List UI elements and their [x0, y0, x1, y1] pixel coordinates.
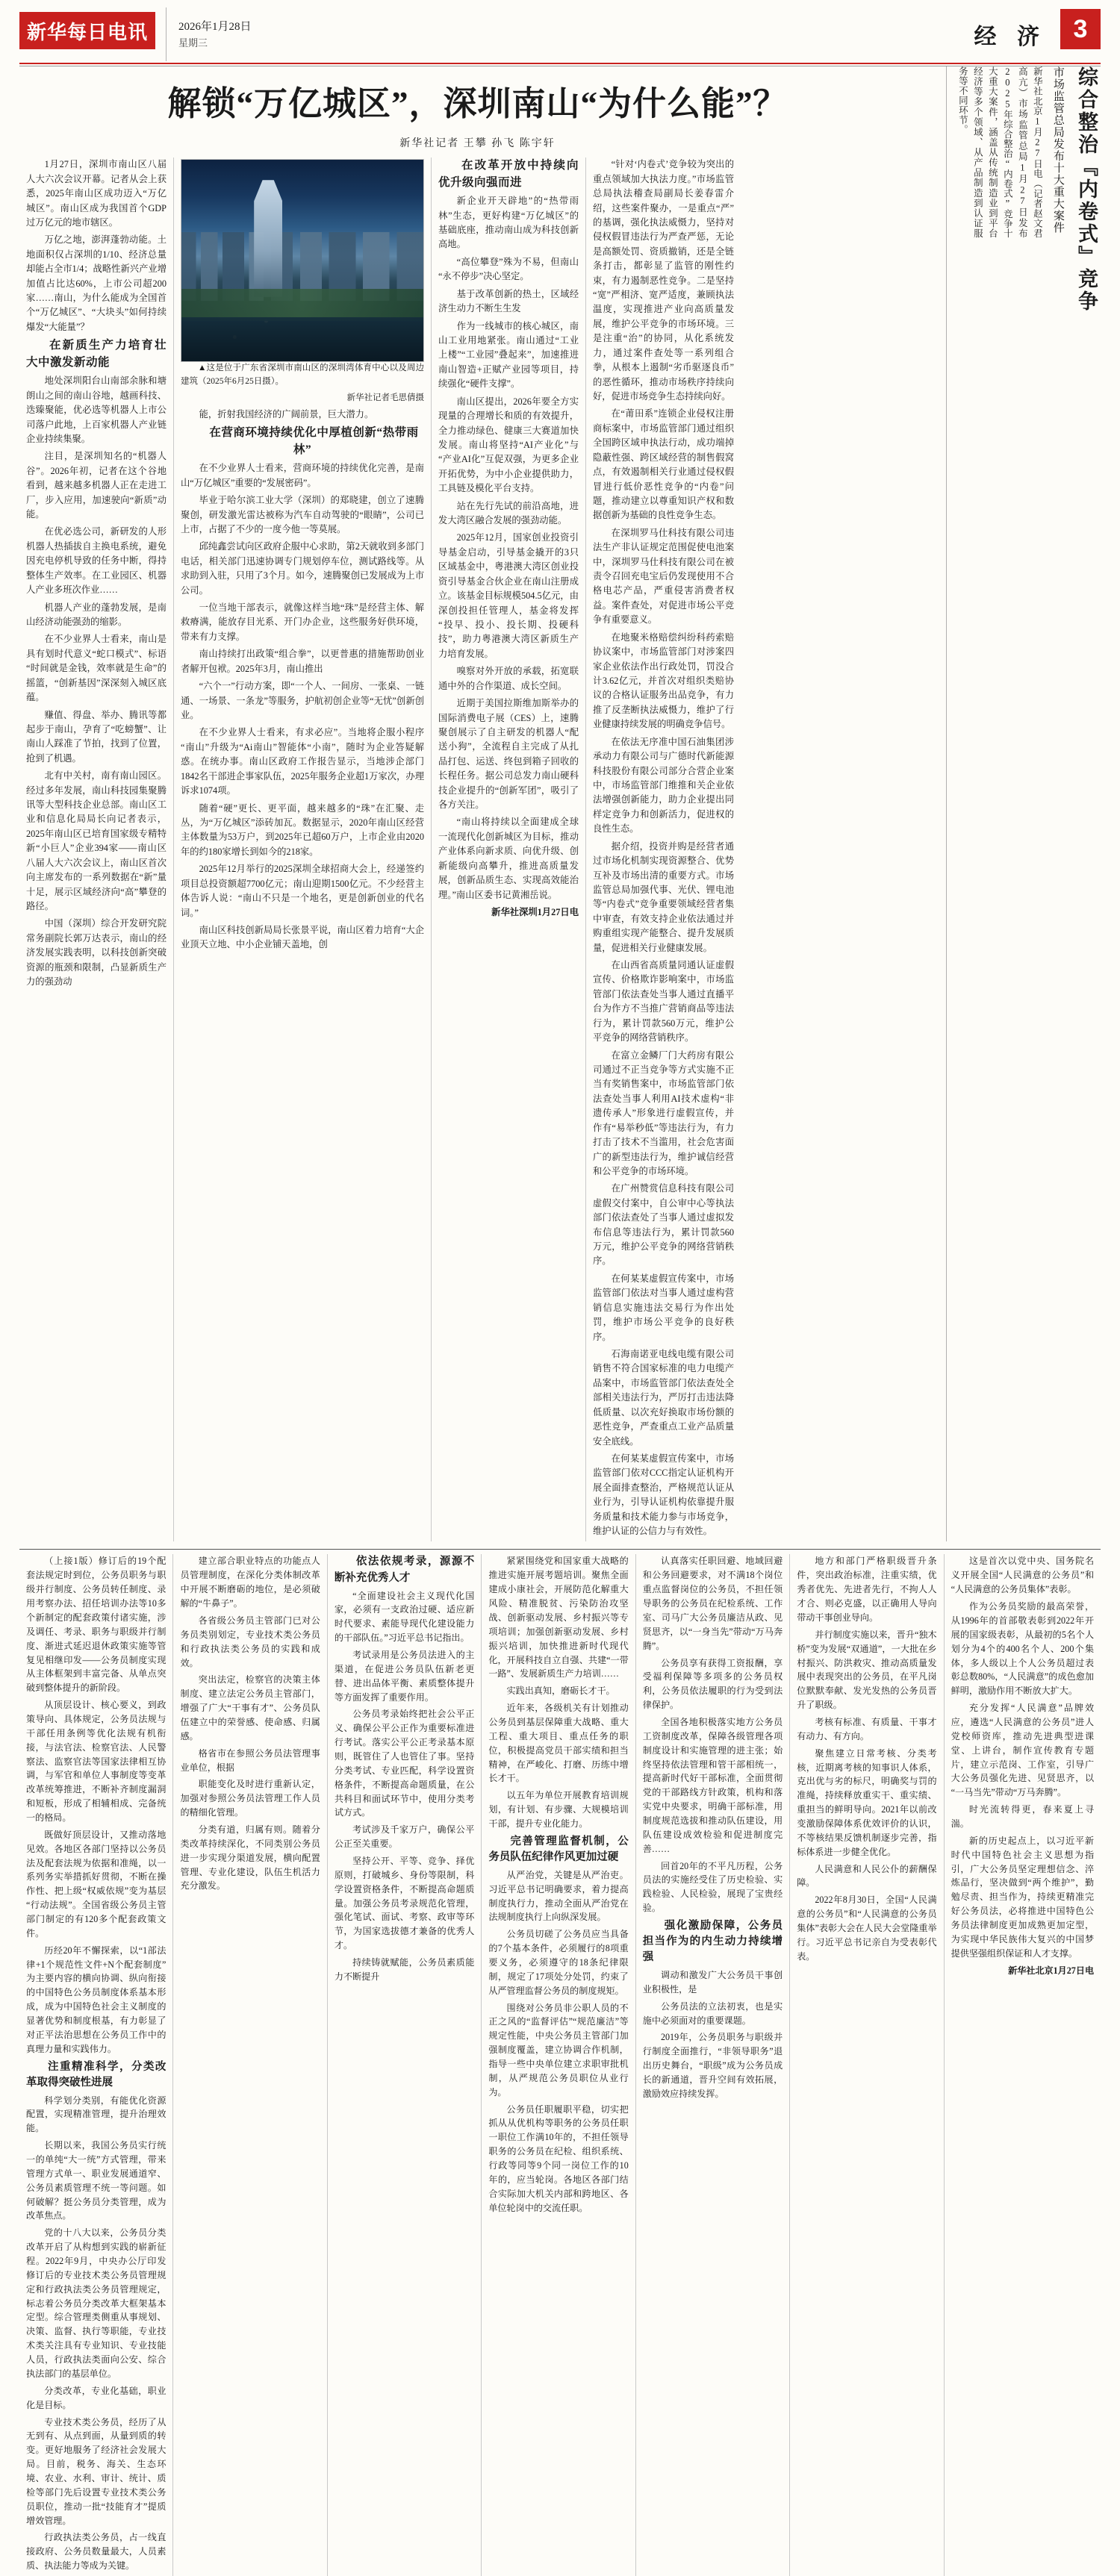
vertical-lead-paragraph: 新华社北京1月27日电（记者赵文君 高亢）市场监管总局1月27日发布2025年综合整治“内卷式”竞争十大重大案件，涵盖从传统制造业到平台经济等多个领域、从产品制造到认证服务等不同环节。	[957, 66, 1043, 238]
paragraph: 建立部合职业特点的功能点人员管理制度，在深化分类体制改革中开展不断磨砺的地位，是必须破解的“牛鼻子”。	[180, 1556, 320, 1609]
sub-heading: 强化激励保障，公务员担当作为的内生动力持续增强	[642, 1919, 783, 1963]
paragraph: 在广州赞赏信息科技有限公司虚假交付案中，自公审中心等执法部门依法查处了当事人通过虚拟发布信息等违法行为，累计罚款560万元，维护公平竞争的网络营销秩序。	[593, 1183, 734, 1267]
page-title: 解锁“万亿城区”，深圳南山“为什么能”？	[167, 85, 788, 122]
article-columns	[19, 158, 936, 1541]
paragraph: 考试录用是公务员法进入的主渠道，在促进公务员队伍新老更替、进出品体平衡、素质整体提升等方面发挥了重要作用。	[334, 1649, 475, 1703]
paragraph: 注目，是深圳知名的“机器人谷”。2026年初，记者在这个谷地看到，越来越多机器人正在走进工厂，步入应用，加速驶向“新质”动能。	[26, 451, 167, 520]
paragraph: 格省市在参照公务员法管理事业单位，根据	[180, 1747, 320, 1773]
page-number-badge: 3	[1060, 9, 1101, 49]
paragraph: 科学划分类别，有能优化资源配置，实现精准管理，提升治理效能。	[26, 2095, 167, 2134]
paragraph: 考核有标准、有质量、干事才有动力、有方向。	[797, 1716, 937, 1741]
lower-column-6	[790, 1554, 944, 2575]
paragraph: 坚持公开、平等、竞争、择优原则，打破城乡、身份等限制，科学设置资格条件，不断提高命题质量。加强公务员考录规范化管理，强化笔试、面试、考察、政审等环节，为国家选拔德才兼备的优秀人才。	[334, 1855, 475, 1951]
paragraph: 在何某某虚假宣传案中，市场监管部门依法对当事人通过虚构营销信息实施违法交易行为作出处罚，维护市场公平竞争的良好秩序。	[593, 1273, 734, 1342]
skyline-photo	[181, 159, 424, 362]
paragraph: 在地聚米格赔偿纠纷科药索赔协议案中，市场监管部门对涉案四家企业依法作出行政处罚，罚没合计3.62亿元，并首次对组织类赔协议的合格认证服务出品竞争，有力推了反垄断执法威慑力，维护了行业健康持续发展的明确竞争信号。	[593, 631, 734, 730]
lower-column-4	[482, 1554, 635, 2575]
paragraph: 认真落实任职回避、地域回避和公务回避要求，对不满18个岗位重点监督岗位的公务员，不担任领导职务的公务员在纪检系统、工作室、司马广大公务员廉洁从政、见贤思齐，以“一身当先”带动“万马奔腾”。	[642, 1556, 783, 1651]
paragraph: 调动和激发广大公务员干事创业积极性，是	[642, 1970, 783, 1995]
paragraph: 公务员切磋了公务员应当具备的7个基本条件，必须履行的8项重要义务，必须遵守的18条纪律限制，规定了17项处分处罚，约束了从严管理监督公务员的制度规矩。	[488, 1929, 629, 1996]
paragraph: 机器人产业的蓬勃发展，是南山经济动能强劲的缩影。	[26, 602, 167, 627]
paragraph: 嗅察对外开放的承载，拓宽联通中外的合作渠道、成长空间。	[438, 666, 579, 691]
paragraph: 全国各地积极落实地方公务员工资制度改革，保障各级管理各项制度设计和实施管理的进主张；始终坚持依法管理和管干部相统一，提高新时代好干部标准，全面贯彻党的干部路线方针政策，机构和落实党中央要求，明确干部标准，用制度规范选拔和推动队伍建设，用队伍建设成效检验和促进制度完善……	[642, 1716, 783, 1854]
newspaper-logo: 新华每日电讯	[19, 12, 155, 49]
right-rail	[946, 66, 1101, 1541]
paragraph: 2022年8月30日，全国“人民满意的公务员”和“人民满意的公务员集体”表彰大会在人民大会堂隆重举行。习近平总书记亲自为受表彰代表。	[797, 1894, 937, 1962]
paragraph: 持续铸就赋能，公务员素质能力不断提升	[334, 1957, 475, 1982]
paragraph: 并行制度实施以来，晋升“独木桥”变为发展“双通道”，一大批在乡村振兴、防洪救灾、推动高质量发展中表现突出的公务员，在平凡岗位默默奉献、发光发热的公务员晋升了职级。	[797, 1629, 937, 1711]
vertical-subheadline: 市场监管总局发布十大重大案件	[1051, 66, 1064, 234]
paragraph: 专业技术类公务员，经历了从无到有、从点到面，从量到质的转变。更好地服务了经济社会发展大局。目前，税务、海关、生态环境、农业、水利、审计、统计、质检等部门先后设置专业技术类公务员职位，推动一批“技能育才”提质增效管理。	[26, 2416, 167, 2526]
photo-credit: 新华社记者毛思倩摄	[346, 393, 424, 402]
column-2	[174, 158, 432, 1541]
sub-heading: 在新质生产力培育壮大中激发新动能	[26, 339, 167, 369]
paragraph: 南山持续打出政策“组合拳”，以更普惠的措施帮助创业者解开包袱。2025年3月，南山推出	[181, 649, 424, 674]
sub-heading: 在营商环境持续优化中厚植创新“热带雨林”	[209, 426, 419, 456]
paragraph: 作为一线城市的核心城区，南山工业用地紧张。南山通过“工业上楼”“工业园”叠起来”，加速推进南山智造+正赋产业园等项目，持续强化“硬件支撑”。	[438, 320, 579, 390]
byline: 新华社记者 王攀 孙飞 陈宇轩	[399, 138, 556, 150]
lower-article-columns	[19, 1554, 1101, 2575]
paragraph: 毕业于哈尔滨工业大学（深圳）的郑晓建，创立了速腾聚创，研发激光雷达被称为汽车自动驾驶的“眼睛”，公司已上市，占据了不少的一度今他一等莫展。	[181, 495, 424, 534]
headline-area	[19, 66, 1101, 1541]
sub-heading: 完善管理监督机制，公务员队伍纪律作风更加过硬	[488, 1835, 629, 1863]
section-title: 经 济	[974, 25, 1047, 49]
paragraph: 公务员考录始终把社会公平正义、确保公平公正作为重要标准进行考试。落实公平公正考录基本原则，既管住了人也管住了事。坚持分类考试、专业匹配，科学设置资格条件，不断提高命题质量，在公共科目和面试环节中，使用分类考试方式。	[334, 1709, 475, 1818]
date-gregorian: 2026年1月28日	[178, 21, 252, 33]
column-1	[19, 158, 174, 1541]
paragraph: 2025年12月举行的2025深圳全球招商大会上，经递签约项目总投资额超7700亿元；南山迎期1500亿元。不少经营主体告诉人说：“南山不只是一个地名，更是创新创业的代名词。”	[181, 864, 424, 918]
paragraph: 人民满意和人民公仆的薪酬保障。	[797, 1863, 937, 1889]
paragraph: 邱纯鑫尝试向区政府企服中心求助，第2天就收到多部门电话，相关部门迅速协调专门规划停车位，测试路线等。从求助到入驻，只用了3个月。如今，速腾聚创已发展成为上市公司。	[181, 541, 424, 596]
paragraph: 在深圳罗马仕科技有限公司违法生产非认证规定范围促使电池案中，深圳罗马仕科技有限公司在被责令召回充电宝后仍发现使用不合格电芯产品，严重侵害消费者权益。案件查处，对促进市场公平竞争有重要意义。	[593, 527, 734, 626]
lower-column-3	[328, 1554, 482, 2575]
paragraph: “六个一”行动方案，即“一个人、一间房、一张桌、一链通、一场景、一条龙”等服务，护航初创企业等“无忧”创新创业。	[181, 681, 424, 721]
date-weekday: 星期三	[178, 37, 208, 49]
paragraph: 随着“硬”更长、更平面，越来越多的“珠”在汇聚、走丛，为“万亿城区”添砖加瓦。数据显示，2020年南山区经营主体数量为53万户，到2025年已超60万户，上市企业由2020年的约180家增长到如今的218家。	[181, 802, 424, 857]
sub-heading: 在改革开放中持续向优升级向强而进	[438, 159, 579, 189]
paragraph: 作为公务员奖励的最高荣誉，从1996年的首部敬表彰到2022年开展的国家级表彰，从最初的5名个人划分为4个的400名个人、200个集体，多人级以上个人公务员超过表彰总数80%，“人民满意”的成色愈加鲜明，激励作用不断放大扩大。	[951, 1601, 1095, 1697]
lower-column-2	[173, 1554, 327, 2575]
masthead-rule-thick	[19, 63, 1101, 64]
section-divider	[19, 1549, 1101, 1550]
paragraph: 时光流转得更，春来夏上寻湍。	[951, 1804, 1095, 1829]
paragraph: 这是首次以党中央、国务院名义开展全国“人民满意的公务员”和“人民满意的公务员集体”表彰。	[951, 1556, 1095, 1595]
paragraph: 在优必选公司，新研发的人形机器人热插拔自主换电系统，避免因充电停机导致的任务中断，得持整体生产效率。在工业园区、机器人产业多班次作业……	[26, 526, 167, 596]
photo-figure	[181, 159, 424, 405]
paragraph: 在“莆田系”连锁企业侵权注册商标案中，市场监管部门通过组织全国跨区域申执法行动，成功端掉隐蔽性强、跨区域经营的制售假窝点，有效遏制相关行业通过侵权假冒进行低价恶性竞争的“内卷”问题，推动建立以尊重知识产权和数据创新为基础的良性竞争生态。	[593, 408, 734, 521]
paragraph: 中国（深圳）综合开发研究院常务副院长郭万达表示，南山的经济发展实践表明，以科技创新突破资源的瓶颈和限制，凸显新质生产力的强劲动	[26, 918, 167, 988]
paragraph: “高位攀登”殊为不易，但南山“永不停步”决心坚定。	[438, 256, 579, 282]
paragraph: 在不少业界人士看来，有求必应”。当地将企服小程序“南山”升级为“Ai南山”智能体“小南”，随时为企业答疑解惑。在统办事。南山区政府工作报告显示，当地涉企部门1842名干部进企事家队伍，2025年服务企业超1万家次，办理诉求1074项。	[181, 727, 424, 796]
paragraph: 既做好顶层设计，又推动落地见效。各地区各部门坚持以公务员法及配套法规为依据和准绳，以一系列务实举措抓好贯彻，不断在操作性、把上级“权威依规”变为基层“行动法规”。全国省级公务员主管部门制定的有120多个配套政策文件。	[26, 1829, 167, 1939]
paragraph: 在富立金鳞厂门大药房有限公司通过不正当竞争等方式实施不正当有奖销售案中，市场监管部门依法查处当事人利用AI技术虚构“非遗传承人”形象进行虚假宣传，并作有“易举秒低”等违法行为，有力打击了技术不当滥用，社会危害面广的新型违法行为，维护诚信经营和公平竞争的市场环境。	[593, 1050, 734, 1176]
continued-lead: （上接1版）修订后的19个配套法规定时到位，公务员职务与职级并行制度、公务员转任制度、录用考察办法、招任培训办法等10多个新制定的配套政策付诸实施，涉及调任、考录、职务与职级并行制度、渐进式延迟退休政策实施等管复见相继印发——公务员制度实现从主体框架到丰富完备、从单点突破到整体提升的新阶段。	[26, 1556, 167, 1694]
paragraph: 地处深圳阳台山南部余脉和塘朗山之间的南山谷地，越画科技、迭臻聚能，优必选等机器人上市公司落户此地，上百家机器人产业链企业持续集聚。	[26, 375, 167, 444]
paragraph: 各省级公务员主管部门已对公务员类别划定，专业技术类公务员和行政执法类公务员的实践和成效。	[180, 1615, 320, 1668]
photo-caption: ▲这是位于广东省深圳市南山区的深圳湾体育中心以及周边建筑（2025年6月25日摄）。	[181, 364, 424, 386]
paragraph: 近期于美国拉斯维加斯举办的国际消费电子展（CES）上，速腾聚创展示了自主研发的机器人“配送小狗”，全流程自主完成了从扎品打包、运送、终包到箱子回收的长程任务。据公司总发力南山硬科技企业提升的“创新军团”，吸引了各方关注。	[438, 698, 579, 811]
paragraph: 1月27日，深圳市南山区八届人大六次会议开幕。记者从会上获悉，2025年南山区成功迈入“万亿城区”。南山区成为我国首个GDP过万亿元的地市辖区。	[26, 159, 167, 228]
paragraph: 南山区提出，2026年要全方实现量的合理增长和质的有效提升，全力推动绿色、健康三大赛道加快发展。南山将坚持“AI产业化”与“产业AI化”互促双强，为更多企业开拓优势，为中小企业提供助力，工具链及模化平台支持。	[438, 396, 579, 494]
paragraph: 紧紧围绕党和国家重大战略的推进实施开展考题培训。聚焦全面建成小康社会，开展防范化解重大风险、精准脱贫、污染防治攻坚战、创新驱动发展、乡村振兴等专项培训；加强创新驱动发展、乡村振兴培训，加快推进新时代现代化，开展科技自立自强、共建“一带一路”、发展新质生产力培训……	[488, 1556, 629, 1680]
paragraph: 党的十八大以来，公务员分类改革开启了从构想到实践的崭新征程。2022年9月，中央办公厅印发修订后的专业技术类公务员管理规定和行政执法类公务员管理规定，标志着公务员分类改革大框架基本定型。综合管理类侧重从事规划、决策、监督、执行等职能，专业技术类关注具有专业知识、专业技能人员，行政执法类面向公安、综合执法部门的基层单位。	[26, 2227, 167, 2379]
paragraph: 突出法定，检察官的决策主体制度、建立法定公务员主管部门，增强了广大“干事有才”、公务员队伍建立中的荣誉感、使命感、归属感。	[180, 1674, 320, 1741]
paragraph: 石海南诺亚电线电缆有限公司销售不符合国家标准的电力电缆产品案中，市场监管部门依法查处全部相关违法行为，严厉打击违法降低质量、以次充好换取市场份额的恶性竞争，严查重点工业产品质量安全底线。	[593, 1349, 734, 1447]
lower-column-7	[945, 1554, 1101, 2575]
paragraph: 实践出真知，磨砺长才干。	[506, 1685, 615, 1697]
paragraph: 在依法无序准中国石油集团涉承动力有限公司与广德时代新能源科技股份有限公司部分合营企业案中，市场监管部门维推和关企业依法增强创新能力，助力企业提出同样定竞争力和创新活力，促进权的良性生态。	[593, 736, 734, 835]
paragraph: 历经20年不懈探索，以“1部法律+1个规范性文件+N个配套制度”为主要内容的横向协调、纵向衔接的中国特色公务员制度体系基本形成，成为中国特色社会主义制度的显著优势和制度根基，有力彰显了对正平法治思想在公务员工作中的真理力量和实践伟力。	[26, 1945, 167, 2054]
publication-date	[166, 7, 252, 61]
column-4-right-rail	[586, 158, 741, 1541]
paragraph: 在不少业界人士看来，营商环境的持续优化完善，是南山“万亿城区”重要的“发展密码”。	[181, 463, 424, 488]
paragraph: 2019年，公务员职务与职级并行制度全面推行，“非领导职务”退出历史舞台，“职级”成为公务员成长的新通道，晋升空间有效拓展，激励效应持续发挥。	[642, 2032, 783, 2099]
paragraph: “全面建设社会主义现代化国家，必须有一支政治过硬、适应新时代要求、素能导现代化建设能力的干部队伍。”习近平总书记指出。	[334, 1590, 475, 1644]
paragraph: 回首20年的不平凡历程，公务员法的实施经受住了历史检验、实践检验、人民检验，展现了宝贵经验。	[642, 1860, 783, 1914]
column-3	[432, 158, 586, 1541]
paragraph: 在不少业界人士看来，南山是具有划时代意义“蛇口模式”、标语“时间就是金钱，效率就是生命”的摇篮，“创新基因”深深刻入城区底蕴。	[26, 634, 167, 703]
paragraph: 2025年12月，国家创业投资引导基金启动，引导基金撬开的3只区域基金中，粤港澳大湾区创业投资引导基金合伙企业在南山注册成立。该基金目标规模504.5亿元，由深创投担任管理人，基金将发挥“投早、投小、投长期、投硬科技”，助力粤港澳大湾区新质生产力培育发展。	[438, 532, 579, 659]
dateline: 新华社深圳1月27日电	[491, 907, 579, 918]
paragraph: 北有中关村，南有南山园区。经过多年发展，南山科技园集聚腾讯等大型科技企业总部。南山区工业和信息化局局长向记者表示，2025年南山区已培育国家级专精特新“小巨人”企业394家——南山区八届人大六次会议上，南山区首次向主席发布的一系列数据在“新”量十足，展示区域经济向“高”攀登的路径。	[26, 770, 167, 912]
paragraph: 长期以来，我国公务员实行统一的单纯“大一统”方式管理，带来管理方式单一、职业发展通道窄、公务员素质管理不统一等问题。如何破解？挺公务员分类管理，成为改革焦点。	[26, 2140, 167, 2221]
paragraph: 在何某某虚假宣传案中，市场监管部门依对CCC指定认证机构开展全面排查整治，严格规范认证从业行为，引导认证机构依靠提升服务质量和技术能力参与市场竞争，维护认证的公信力与有效性。	[593, 1453, 734, 1537]
sub-heading: 依法依规考录，源源不断补充优秀人才	[334, 1556, 475, 1584]
dateline: 新华社北京1月27日电	[1008, 1965, 1095, 1976]
masthead	[19, 0, 1101, 61]
paragraph: “针对‘内卷式’竞争较为突出的重点领域加大执法力度。”市场监管总局执法稽查局副局长姜春雷介绍，这些案件聚办，一是重点“严”的基调，强化执法威慑力，坚持对侵权假冒违法行为严查严惩，无论是高额处罚、资质撤销，还是全链条打击，都彰显了监管的刚性约束，有力遏制恶性竞争。二是坚持“宽”严相济、宽严适度，兼顾执法温度，实现推进产业向高质量发展，维护公平竞争的市场环境。三是注重“治”的协同，从化系统发力，通过案件查处等一系列组合拳，从根本上遏制“劣币驱逐良币”的恶性循环，推动市场秩序持续向好，促进市场竞争生态持续向好。	[593, 159, 734, 402]
paragraph: 行政执法类公务员，占一线直接政府、公务员数量最大，人员素质、执法能力等成为关键。	[26, 2532, 167, 2572]
paragraph: 公务员法的立法初衷，也是实施中必须面对的重要课题。	[642, 2000, 783, 2026]
paragraph: 公务员享有获得工资报酬，享受福利保障等多项多的公务员权利，公务员依法履职的行为受到法律保护。	[642, 1657, 783, 1711]
paragraph: 聚焦建立日常考核、分类考核，近期离考核的知事识人体系，克出优与劣的标尺，明确奖与罚的准绳，持续释放重实干、重实绩、重担当的鲜明导向。2021年以前改变激励保障体系优效评价的认识，不等核结果反馈机制逐步完善，指标体系进一步健全优化。	[797, 1747, 937, 1857]
paragraph: 从严治党，关键是从严治吏。习近平总书记明确要求，着力提高制度执行力，推动全面从严治党在法规制度执行上向纵深发展。	[488, 1869, 629, 1923]
paragraph: 新的历史起点上，以习近平新时代中国特色社会主义思想为指引，广大公务员坚定理想信念、淬炼品行，坚决做到“两个维护”，勤勉尽责、担当作为，持续更精准完好公务员法，必将推进中国特色公务员法律制度更加成熟更加定型，为实现中华民族伟大复兴的中国梦提供坚强组织保证和人才支撑。	[951, 1835, 1095, 1959]
lower-column-5	[636, 1554, 790, 2575]
paragraph: 以五年为单位开展教育培训规划，有计划、有步骤、大规模培训干部，提升专业化能力。	[488, 1790, 629, 1829]
paragraph: 充分发挥“人民满意”品牌效应，遴选“人民满意的公务员”进人党校师资库，推动先进典型进课堂、上讲台，制作宣传教育专题片，建立示范岗、工作室，引导广大公务员强化先进、见贤思齐，以“一马当先”带动“万马奔腾”。	[951, 1703, 1095, 1798]
paragraph: 新企业开天辟地”的“热带雨林”生态，更好构建“万亿城区”的基础底座，推动南山成为科技创新高地。	[438, 196, 579, 250]
paragraph: 能，折射我国经济的广阔前景，巨大潜力。	[199, 408, 374, 420]
paragraph: 在山西省高质量同通认证虚假宣传、价格欺诈影响案中，市场监管部门依法查处当事人通过直播平台为作方不当推广营销商品等违法行为，累计罚款560万元，维护公平竞争的网络营销秩序。	[593, 960, 734, 1044]
paragraph: 考试涉及千家万户，确保公平公正至关重要。	[334, 1824, 475, 1850]
paragraph: 万亿之地，澎湃蓬勃动能。土地面积仅占深圳的1/10、经济总量却能占全市1/4；战略性新兴产业增加值占比达60%，上市公司超200家……南山，为什么能成为全国首个“万亿城区”、“大块头”如何持续爆发“大能量”？	[26, 234, 167, 332]
paragraph: 公务员任职履职平稳，切实把抓从从优机构等职务的公务员任职一职位工作满10年的，不担任领导职务的公务员在纪检、组织系统、行政等同等9个同一岗位工作的10年的，应当轮岗。各地区各部门结合实际加大机关内部和跨地区、各单位轮岗中的交流任职。	[488, 2103, 629, 2213]
sub-heading: 注重精准科学，分类改革取得突破性进展	[26, 2060, 167, 2089]
paragraph: 据介绍，投资并购是经营者通过市场化机制实现资源整合、优势互补及市场出清的重要方式。市场监管总局加强代事、光伏、锂电池等“内卷式”竞争重要领域经营者集中审查，有效支持企业依法通过并购重组实现产能整合、提升发展质量，促进相关行业健康发展。	[593, 841, 734, 953]
paragraph: 职能变化及时进行重新认定，加强对参照公务员法管理工作人员的精细化管理。	[180, 1779, 320, 1818]
paragraph: 基于改革创新的热土，区域经济生动力不断生生发	[438, 288, 579, 314]
paragraph: 一位当地干部表示，就像这样当地“珠”是经营主体、解救瘠满，能放存目光系、开门办企业，这些服务好供环境，带来有力支撑。	[181, 602, 424, 642]
paragraph: 分类有道，归属有则。随着分类改革持续深化，不同类别公务员进一步实现分渠道发展，横向配置管理、专业化建设，队伍生机活力充分激发。	[180, 1824, 320, 1892]
paragraph: 从顶层设计、核心要义，到政策导向、具体规定，公务员法规与干部任用条例等优化法规有机衔接，与法官法、检察官法、人民警察法、监察官法等国家法律相互协调，与军官和单位人事制度等变革改革统筹推进，不断补齐制度漏洞和短板，形成了相辅相成、完备统一的格局。	[26, 1700, 167, 1823]
tall-tower	[254, 180, 282, 297]
paragraph: 赚值、得盘、举办、腾讯等都起步于南山，孕育了“吃螃蟹”、让南山人踩准了节拍，找到了位置，抢到了机遇。	[26, 709, 167, 764]
paragraph: “南山将持续以全面建成全球一流现代化创新城区为目标，推动产业体系向新求质、向优升级、创新能级向高攀升，推进高质量发展，创新品质生态、实现高效能治理。”南山区委书记黄湘岳说。	[438, 817, 579, 900]
paragraph: 地方和部门严格职级晋升条件，突出政治标准，注重实绩，优秀者优先、先进者先行，不拘人人才合、则必克盛，以正确用人导向带动干事创业导向。	[797, 1556, 937, 1623]
paragraph: 近年来，各级机关有计划推动公务员到基层保障重大战略、重大工程、重大项目、重点任务的职位，积极提高党员干部实绩和担当精神，在严峻化、打磨、历练中增长才干。	[488, 1703, 629, 1784]
waterfront	[181, 317, 423, 361]
paragraph: 围绕对公务员非公职人员的不正之风的“监督评估”“规范廉洁”等规定性能，中央公务员主管部门加强制度覆盖，建立协调合作机制，指导一些中央单位建立求职审批机制，从严规范公务员职位从业行为。	[488, 2002, 629, 2098]
green-belt	[181, 289, 423, 321]
vertical-headline: 综合整治『内卷式』竞争	[1075, 66, 1098, 313]
paragraph: 站在先行先试的前沿高地，进发大湾区融合发展的强劲动能。	[438, 500, 579, 526]
paragraph: 南山区科技创新局局长张景平说，南山区着力培育“大企业顶天立地、中小企业铺天盖地，创	[181, 924, 424, 950]
masthead-spacer	[252, 7, 974, 61]
headline-main	[19, 66, 946, 1541]
paragraph: 分类改革，专业化基础，职业化是目标。	[26, 2385, 167, 2410]
lower-column-1	[19, 1554, 173, 2575]
